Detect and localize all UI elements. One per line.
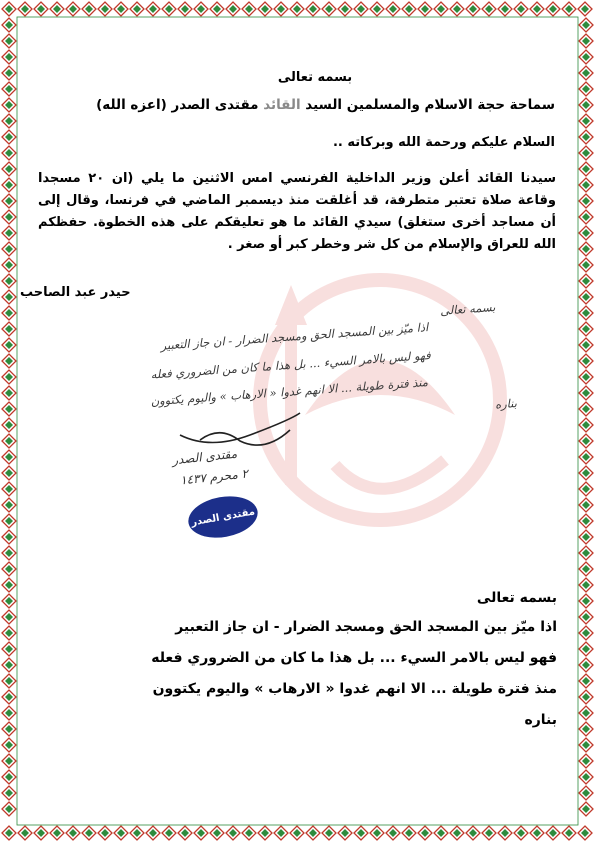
border-ornament [2, 546, 16, 560]
border-ornament [2, 738, 16, 752]
border-ornament [434, 826, 448, 840]
border-ornament [514, 2, 528, 16]
border-ornament [162, 2, 176, 16]
border-ornament [2, 210, 16, 224]
border-ornament [322, 826, 336, 840]
border-ornament [2, 194, 16, 208]
border-ornament [579, 722, 593, 736]
border-ornament [178, 826, 192, 840]
border-ornament [579, 66, 593, 80]
border-ornament [98, 2, 112, 16]
typed-reply-line: اذا ميّز بين المسجد الحق ومسجد الضرار - ان جاز التعبير [175, 619, 557, 635]
border-ornament [546, 826, 560, 840]
handwritten-line: فهو ليس بالامر السيء ... بل هذا ما كان من الضروري فعله [150, 348, 432, 382]
border-ornament [579, 290, 593, 304]
border-ornament [579, 754, 593, 768]
border-ornament [514, 826, 528, 840]
border-ornament [562, 2, 576, 16]
letter-basmala: بسمه تعالى [277, 70, 353, 85]
border-ornament [146, 2, 160, 16]
border-ornament [2, 770, 16, 784]
border-ornament [579, 354, 593, 368]
border-ornament [386, 826, 400, 840]
border-ornament [402, 2, 416, 16]
border-ornament [2, 482, 16, 496]
border-ornament [2, 354, 16, 368]
border-ornament [578, 2, 592, 16]
border-ornament [579, 210, 593, 224]
border-ornament [34, 826, 48, 840]
border-ornament [370, 2, 384, 16]
typed-reply-line: بناره [524, 712, 557, 728]
border-ornament [434, 2, 448, 16]
border-ornament [258, 826, 272, 840]
border-ornament [579, 786, 593, 800]
handwritten-line: اذا ميّز بين المسجد الحق ومسجد الضرار - ان جاز التعبير [160, 320, 429, 353]
signature-scribble [170, 405, 310, 455]
border-ornament [450, 2, 464, 16]
border-ornament [194, 826, 208, 840]
border-ornament [579, 146, 593, 160]
typed-reply-line: فهو ليس بالامر السيء ... بل هذا ما كان من الضروري فعله [151, 650, 557, 666]
border-ornament [579, 770, 593, 784]
border-ornament [2, 594, 16, 608]
letter-body: سيدنا القائد أعلن وزير الداخلية الفرنسي امس الاثنين ما يلي (ان ٢٠ مسجدا وقاعة صلاة تعتبر متطرفة، قد أغلقت منذ ديسمبر الماضي في فرنسا، وقال إلى أن مساجد أخرى ستغلق) سيدي القائد ما هو تعليقكم على هذه الخطوة. حفظكم الله للعراق والإسلام من كل شر وخطر كبر أو صغر . [38, 171, 556, 252]
border-ornament [579, 242, 593, 256]
border-ornament [2, 402, 16, 416]
border-ornament [2, 226, 16, 240]
border-ornament [482, 826, 496, 840]
border-ornament [178, 2, 192, 16]
border-ornament [2, 690, 16, 704]
border-ornament [2, 34, 16, 48]
border-ornament [98, 826, 112, 840]
border-ornament [2, 18, 16, 32]
border-ornament [579, 466, 593, 480]
border-ornament [579, 338, 593, 352]
border-ornament [2, 498, 16, 512]
border-ornament [579, 578, 593, 592]
border-ornament [466, 826, 480, 840]
border-ornament [579, 370, 593, 384]
border-ornament [579, 386, 593, 400]
letter-sender: حيدر عبد الصاحب [20, 285, 131, 300]
border-ornament [546, 2, 560, 16]
border-ornament [2, 626, 16, 640]
border-ornament [579, 418, 593, 432]
signature-date: ٢ محرم ١٤٣٧ [179, 466, 249, 488]
border-ornament [579, 674, 593, 688]
border-ornament [579, 402, 593, 416]
border-ornament [82, 2, 96, 16]
border-ornament [2, 722, 16, 736]
border-ornament [34, 2, 48, 16]
border-ornament [322, 2, 336, 16]
border-ornament [579, 98, 593, 112]
border-ornament [579, 434, 593, 448]
border-ornament [402, 826, 416, 840]
border-ornament [579, 162, 593, 176]
border-ornament [579, 594, 593, 608]
border-ornament [274, 2, 288, 16]
border-ornament [579, 322, 593, 336]
border-ornament [2, 130, 16, 144]
letter-addressee [60, 97, 555, 113]
border-ornament [579, 306, 593, 320]
border-ornament [2, 386, 16, 400]
border-ornament [2, 306, 16, 320]
border-ornament [579, 530, 593, 544]
border-ornament [2, 674, 16, 688]
border-ornament [2, 82, 16, 96]
border-ornament [2, 754, 16, 768]
border-ornament [2, 146, 16, 160]
border-ornament [338, 2, 352, 16]
handwritten-line: بسمه تعالى [439, 300, 496, 318]
typed-reply-line: منذ فترة طويلة ... الا انهم غدوا « الارهاب » واليوم يكتوون [152, 681, 557, 697]
border-ornament [242, 826, 256, 840]
border-ornament [290, 826, 304, 840]
border-ornament [2, 642, 16, 656]
border-ornament [2, 258, 16, 272]
border-ornament [2, 578, 16, 592]
border-ornament [2, 826, 16, 840]
border-ornament [2, 370, 16, 384]
border-ornament [2, 786, 16, 800]
border-ornament [2, 274, 16, 288]
border-ornament [579, 450, 593, 464]
border-ornament [338, 826, 352, 840]
border-ornament [530, 2, 544, 16]
border-ornament [579, 178, 593, 192]
border-ornament [210, 826, 224, 840]
border-ornament [2, 66, 16, 80]
border-ornament [579, 18, 593, 32]
border-ornament [114, 826, 128, 840]
letter-greeting: السلام عليكم ورحمة الله وبركاته .. [332, 135, 555, 150]
border-ornament [2, 706, 16, 720]
border-ornament [146, 826, 160, 840]
border-ornament [579, 498, 593, 512]
signature-name: مقتدى الصدر [171, 446, 238, 468]
border-ornament [2, 178, 16, 192]
addressee-end: مقتدى الصدر (اعزه الله) [96, 97, 259, 113]
border-ornament [2, 338, 16, 352]
border-ornament [579, 194, 593, 208]
border-ornament [418, 2, 432, 16]
border-ornament [418, 826, 432, 840]
border-ornament [306, 826, 320, 840]
border-ornament [579, 626, 593, 640]
border-ornament [530, 826, 544, 840]
handwritten-line: منذ فترة طويلة ... الا انهم غدوا « الارهاب » واليوم يكتوون [150, 375, 429, 409]
border-ornament [579, 82, 593, 96]
border-ornament [18, 2, 32, 16]
border-ornament [274, 826, 288, 840]
border-ornament [114, 2, 128, 16]
border-ornament [306, 2, 320, 16]
border-ornament [579, 130, 593, 144]
border-ornament [2, 114, 16, 128]
border-ornament [2, 450, 16, 464]
border-ornament [562, 826, 576, 840]
handwritten-line: بناره [494, 396, 518, 412]
border-ornament [258, 2, 272, 16]
addressee-start: سماحة حجة الاسلام والمسلمين السيد [305, 97, 555, 113]
border-ornament [579, 610, 593, 624]
seal-text: مقتدى الصدر [190, 505, 256, 529]
border-ornament [130, 2, 144, 16]
border-ornament [579, 50, 593, 64]
border-ornament [579, 802, 593, 816]
border-ornament [2, 802, 16, 816]
border-ornament [579, 258, 593, 272]
border-ornament [579, 34, 593, 48]
border-ornament [2, 466, 16, 480]
border-ornament [50, 826, 64, 840]
border-ornament [498, 826, 512, 840]
border-ornament [579, 546, 593, 560]
border-ornament [2, 162, 16, 176]
border-ornament [18, 826, 32, 840]
border-ornament [450, 826, 464, 840]
border-ornament [2, 658, 16, 672]
border-ornament [466, 2, 480, 16]
border-ornament [2, 562, 16, 576]
border-ornament [579, 482, 593, 496]
border-ornament [162, 826, 176, 840]
border-ornament [2, 98, 16, 112]
border-ornament [354, 826, 368, 840]
border-ornament [2, 50, 16, 64]
border-ornament [66, 826, 80, 840]
border-ornament [2, 514, 16, 528]
border-ornament [579, 562, 593, 576]
border-ornament [386, 2, 400, 16]
border-ornament [210, 2, 224, 16]
border-ornament [2, 2, 16, 16]
border-ornament [579, 274, 593, 288]
border-ornament [579, 706, 593, 720]
border-ornament [579, 514, 593, 528]
border-ornament [2, 610, 16, 624]
border-ornament [579, 738, 593, 752]
border-ornament [194, 2, 208, 16]
border-ornament [482, 2, 496, 16]
border-ornament [50, 2, 64, 16]
border-ornament [579, 642, 593, 656]
typed-reply-line: بسمه تعالى [476, 590, 557, 606]
border-ornament [130, 826, 144, 840]
border-ornament [2, 418, 16, 432]
border-ornament [2, 434, 16, 448]
border-ornament [498, 2, 512, 16]
border-ornament [82, 826, 96, 840]
border-ornament [579, 690, 593, 704]
border-ornament [226, 826, 240, 840]
border-ornament [290, 2, 304, 16]
border-ornament [578, 826, 592, 840]
border-ornament [579, 114, 593, 128]
border-ornament [226, 2, 240, 16]
border-ornament [354, 2, 368, 16]
border-ornament [370, 826, 384, 840]
border-ornament [579, 658, 593, 672]
border-ornament [242, 2, 256, 16]
border-ornament [66, 2, 80, 16]
border-ornament [2, 530, 16, 544]
border-ornament [2, 242, 16, 256]
border-ornament [2, 290, 16, 304]
border-ornament [579, 226, 593, 240]
border-ornament [2, 322, 16, 336]
addressee-faint-word: القائد [263, 97, 301, 113]
